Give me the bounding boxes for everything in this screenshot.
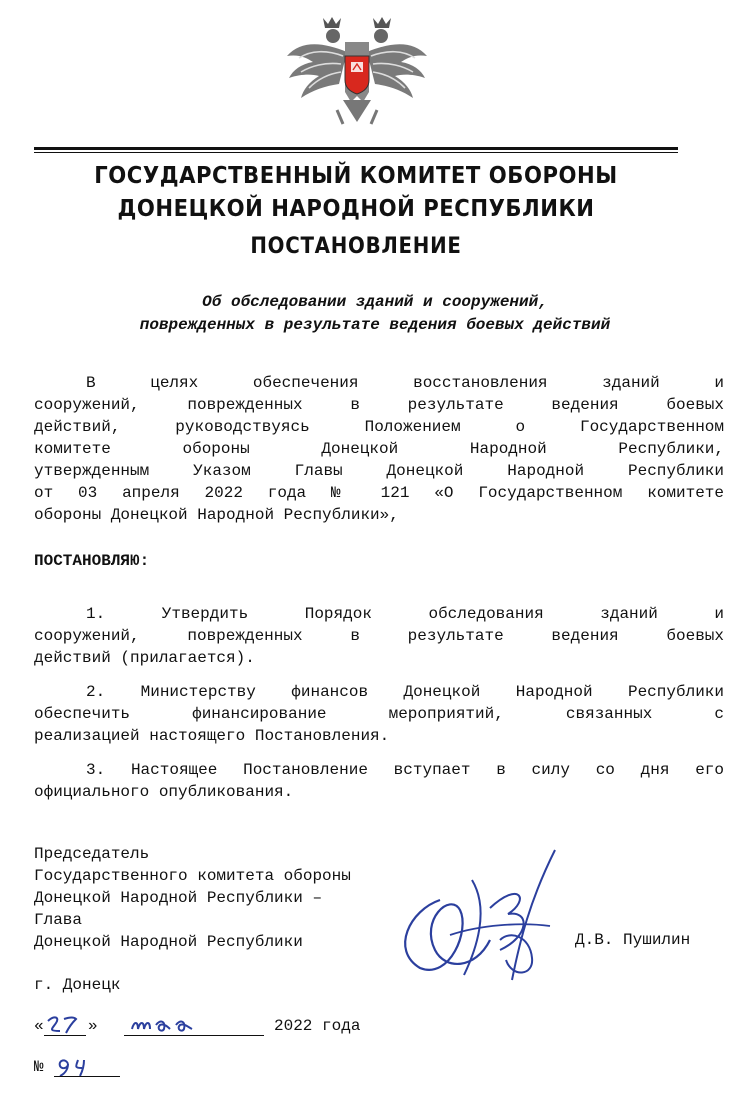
- item3-line: 3. Настоящее Постановление вступает в силу со дня его: [86, 761, 724, 779]
- preamble-line: утвержденным Указом Главы Донецкой Народной Республики: [34, 462, 724, 480]
- signatory-title-line: Глава: [34, 911, 83, 929]
- subject-line1: Об обследовании зданий и сооружений,: [202, 293, 548, 311]
- date-open-quote: «: [34, 1017, 44, 1035]
- organization-name-line1: ГОСУДАРСТВЕННЫЙ КОМИТЕТ ОБОРОНЫ: [94, 161, 618, 189]
- signatory-title-line: Донецкой Народной Республики: [34, 933, 303, 951]
- date-month-handwritten: [124, 1013, 264, 1036]
- decree-word: ПОСТАНОВЛЯЮ:: [34, 552, 150, 570]
- date-close-quote: »: [88, 1017, 98, 1035]
- signatory-title-line: Председатель: [34, 845, 150, 863]
- item2-line: реализацией настоящего Постановления.: [34, 727, 390, 745]
- preamble-line: действий, руководствуясь Положением о Государственном: [34, 418, 724, 436]
- date-day-ink: [44, 1013, 86, 1035]
- preamble-line: комитете обороны Донецкой Народной Республики,: [34, 440, 724, 458]
- date-day-handwritten: [44, 1013, 86, 1036]
- item1-line: действий (прилагается).: [34, 649, 255, 667]
- header-rule-thin: [34, 152, 678, 153]
- preamble-line: В целях обеспечения восстановления зданий и: [86, 374, 724, 392]
- coat-of-arms-emblem: [283, 12, 431, 130]
- number-line: [34, 1056, 154, 1084]
- number-ink: [54, 1056, 120, 1076]
- date-year: 2022 года: [274, 1017, 361, 1035]
- organization-name-line2: ДОНЕЦКОЙ НАРОДНОЙ РЕСПУБЛИКИ: [117, 194, 595, 222]
- item1-line: 1. Утвердить Порядок обследования зданий и: [86, 605, 724, 623]
- item1-line: сооружений, поврежденных в результате ведения боевых: [34, 627, 724, 645]
- document-type-title: ПОСТАНОВЛЕНИЕ: [250, 234, 462, 259]
- item3-line: официального опубликования.: [34, 783, 294, 801]
- signatory-title-line: Донецкой Народной Республики –: [34, 889, 323, 907]
- item2-line: обеспечить финансирование мероприятий, связанных с: [34, 705, 724, 723]
- handwritten-signature: [380, 840, 600, 990]
- number-handwritten: [54, 1056, 120, 1077]
- preamble-line: от 03 апреля 2022 года № 121 «О Государственном комитете: [34, 484, 724, 502]
- preamble-line: обороны Донецкой Народной Республики»,: [34, 506, 399, 524]
- preamble-line: сооружений, поврежденных в результате ведения боевых: [34, 396, 724, 414]
- header-rule-thick: [34, 147, 678, 150]
- number-sign: №: [34, 1058, 44, 1076]
- signatory-name: Д.В. Пушилин: [575, 931, 691, 949]
- date-line: [34, 1013, 434, 1045]
- item2-line: 2. Министерству финансов Донецкой Народной Республики: [86, 683, 724, 701]
- date-month-ink: [124, 1013, 264, 1035]
- place-of-issue: г. Донецк: [34, 976, 121, 994]
- subject-line2: поврежденных в результате ведения боевых действий: [139, 316, 611, 334]
- signatory-title-line: Государственного комитета обороны: [34, 867, 351, 885]
